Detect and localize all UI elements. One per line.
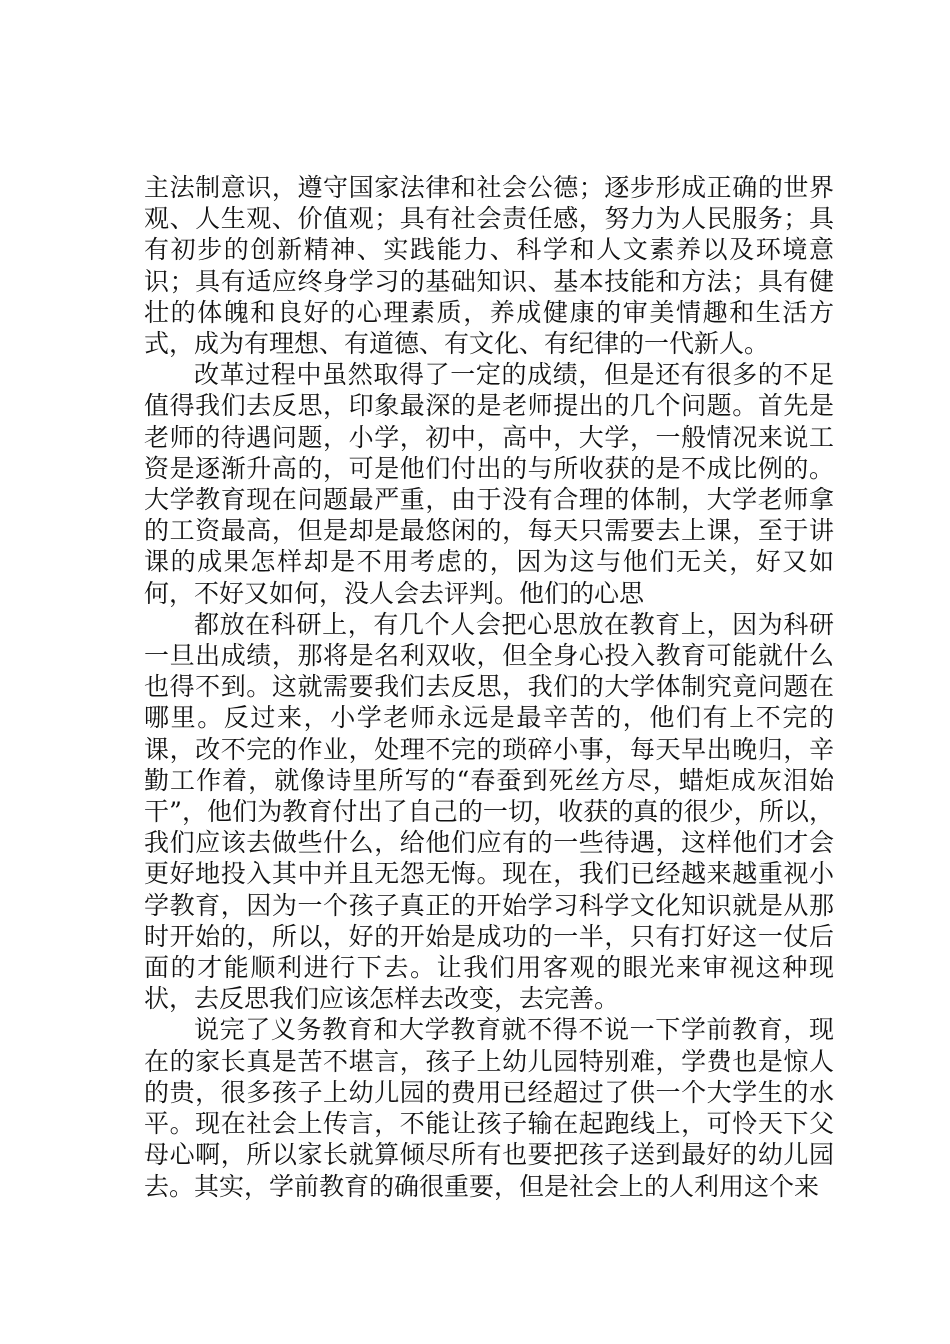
paragraph-3: 都放在科研上，有几个人会把心思放在教育上，因为科研一旦出成绩，那将是名利双收，但全身心投入教育可能就什么也得不到。这就需要我们去反思，我们的大学体制究竟问题在哪里。反过来，小学老师永远是最辛苦的，他们有上不完的课，改不完的作业，处理不完的琐碎小事，每天早出晚归，辛勤工作着，就像诗里所写的“春蚕到死丝方尽，蜡炬成灰泪始干”，他们为教育付出了自己的一切，收获的真的很少，所以，我们应该去做些什么，给他们应有的一些待遇，这样他们才会更好地投入其中并且无怨无悔。现在，我们已经越来越重视小学教育，因为一个孩子真正的开始学习科学文化知识就是从那时开始的，所以，好的开始是成功的一半，只有打好这一仗后面的才能顺利进行下去。让我们用客观的眼光来审视这种现状，去反思我们应该怎样去改变，去完善。 [144, 609, 834, 1014]
paragraph-4: 说完了义务教育和大学教育就不得不说一下学前教育，现在的家长真是苦不堪言，孩子上幼儿园特别难，学费也是惊人的贵，很多孩子上幼儿园的费用已经超过了供一个大学生的水平。现在社会上传言，不能让孩子输在起跑线上，可怜天下父母心啊，所以家长就算倾尽所有也要把孩子送到最好的幼儿园去。其实，学前教育的确很重要，但是社会上的人利用这个来 [144, 1015, 834, 1201]
paragraph-1: 主法制意识，遵守国家法律和社会公德；逐步形成正确的世界观、人生观、价值观；具有社会责任感，努力为人民服务；具有初步的创新精神、实践能力、科学和人文素养以及环境意识；具有适应终身学习的基础知识、基本技能和方法；具有健壮的体魄和良好的心理素质，养成健康的审美情趣和生活方式，成为有理想、有道德、有文化、有纪律的一代新人。 [144, 173, 834, 359]
paragraph-2: 改革过程中虽然取得了一定的成绩，但是还有很多的不足值得我们去反思，印象最深的是老师提出的几个问题。首先是老师的待遇问题，小学，初中，高中，大学，一般情况来说工资是逐渐升高的，可是他们付出的与所收获的是不成比例的。大学教育现在问题最严重，由于没有合理的体制，大学老师拿的工资最高，但是却是最悠闲的，每天只需要去上课，至于讲课的成果怎样却是不用考虑的，因为这与他们无关，好又如何，不好又如何，没人会去评判。他们的心思 [144, 360, 834, 608]
document-body [144, 172, 834, 1202]
